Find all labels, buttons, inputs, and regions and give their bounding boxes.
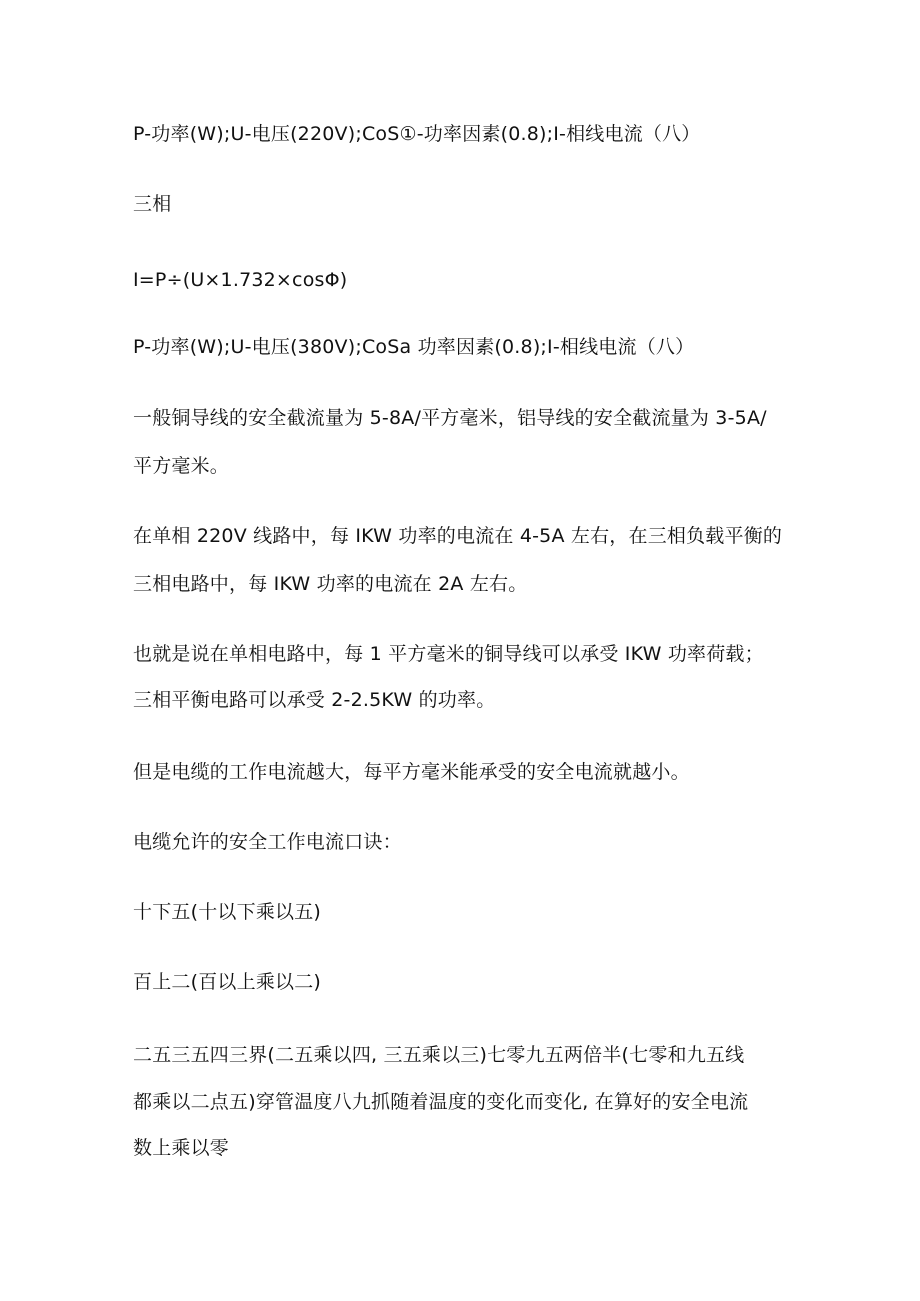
text-line-carrying-capacity-1: 一般铜导线的安全截流量为 5-8A/平方毫米，铝导线的安全截流量为 3-5A/ — [133, 407, 767, 429]
text-line-mnemonic-3: 二五三五四三界(二五乘以四, 三五乘以三)七零九五两倍半(七零和九五线 — [133, 1044, 745, 1066]
text-line-mnemonic-5: 数上乘以零 — [133, 1137, 230, 1159]
text-line-mnemonic-2: 百上二(百以上乘以二) — [133, 971, 322, 993]
text-line-current-note: 但是电缆的工作电流越大，每平方毫米能承受的安全电流就越小。 — [133, 761, 690, 783]
text-line-mnemonic-heading: 电缆允许的安全工作电流口诀： — [133, 831, 402, 853]
text-line-carrying-capacity-2: 平方毫米。 — [133, 455, 230, 477]
text-line-three-phase-formula: I=P÷(U×1.732×cosΦ) — [133, 269, 348, 291]
text-line-mnemonic-1: 十下五(十以下乘以五) — [133, 901, 322, 923]
text-line-power-formula-legend-three-phase: P-功率(W);U-电压(380V);CoSa 功率因素(0.8);I-相线电流（八） — [133, 336, 695, 358]
text-line-power-formula-legend-single-phase: P-功率(W);U-电压(220V);CoS①-功率因素(0.8);I-相线电流（八） — [133, 123, 701, 145]
text-line-load-capacity-2: 三相平衡电路可以承受 2-2.5KW 的功率。 — [133, 689, 496, 711]
text-line-three-phase-heading: 三相 — [133, 193, 172, 215]
text-line-load-capacity-1: 也就是说在单相电路中，每 1 平方毫米的铜导线可以承受 IKW 功率荷载； — [133, 643, 764, 665]
text-line-single-phase-current-1: 在单相 220V 线路中，每 IKW 功率的电流在 4-5A 左右，在三相负载平衡的 — [133, 525, 783, 547]
text-line-single-phase-current-2: 三相电路中，每 IKW 功率的电流在 2A 左右。 — [133, 573, 528, 595]
text-line-mnemonic-4: 都乘以二点五)穿管温度八九抓随着温度的变化而变化, 在算好的安全电流 — [133, 1091, 749, 1113]
